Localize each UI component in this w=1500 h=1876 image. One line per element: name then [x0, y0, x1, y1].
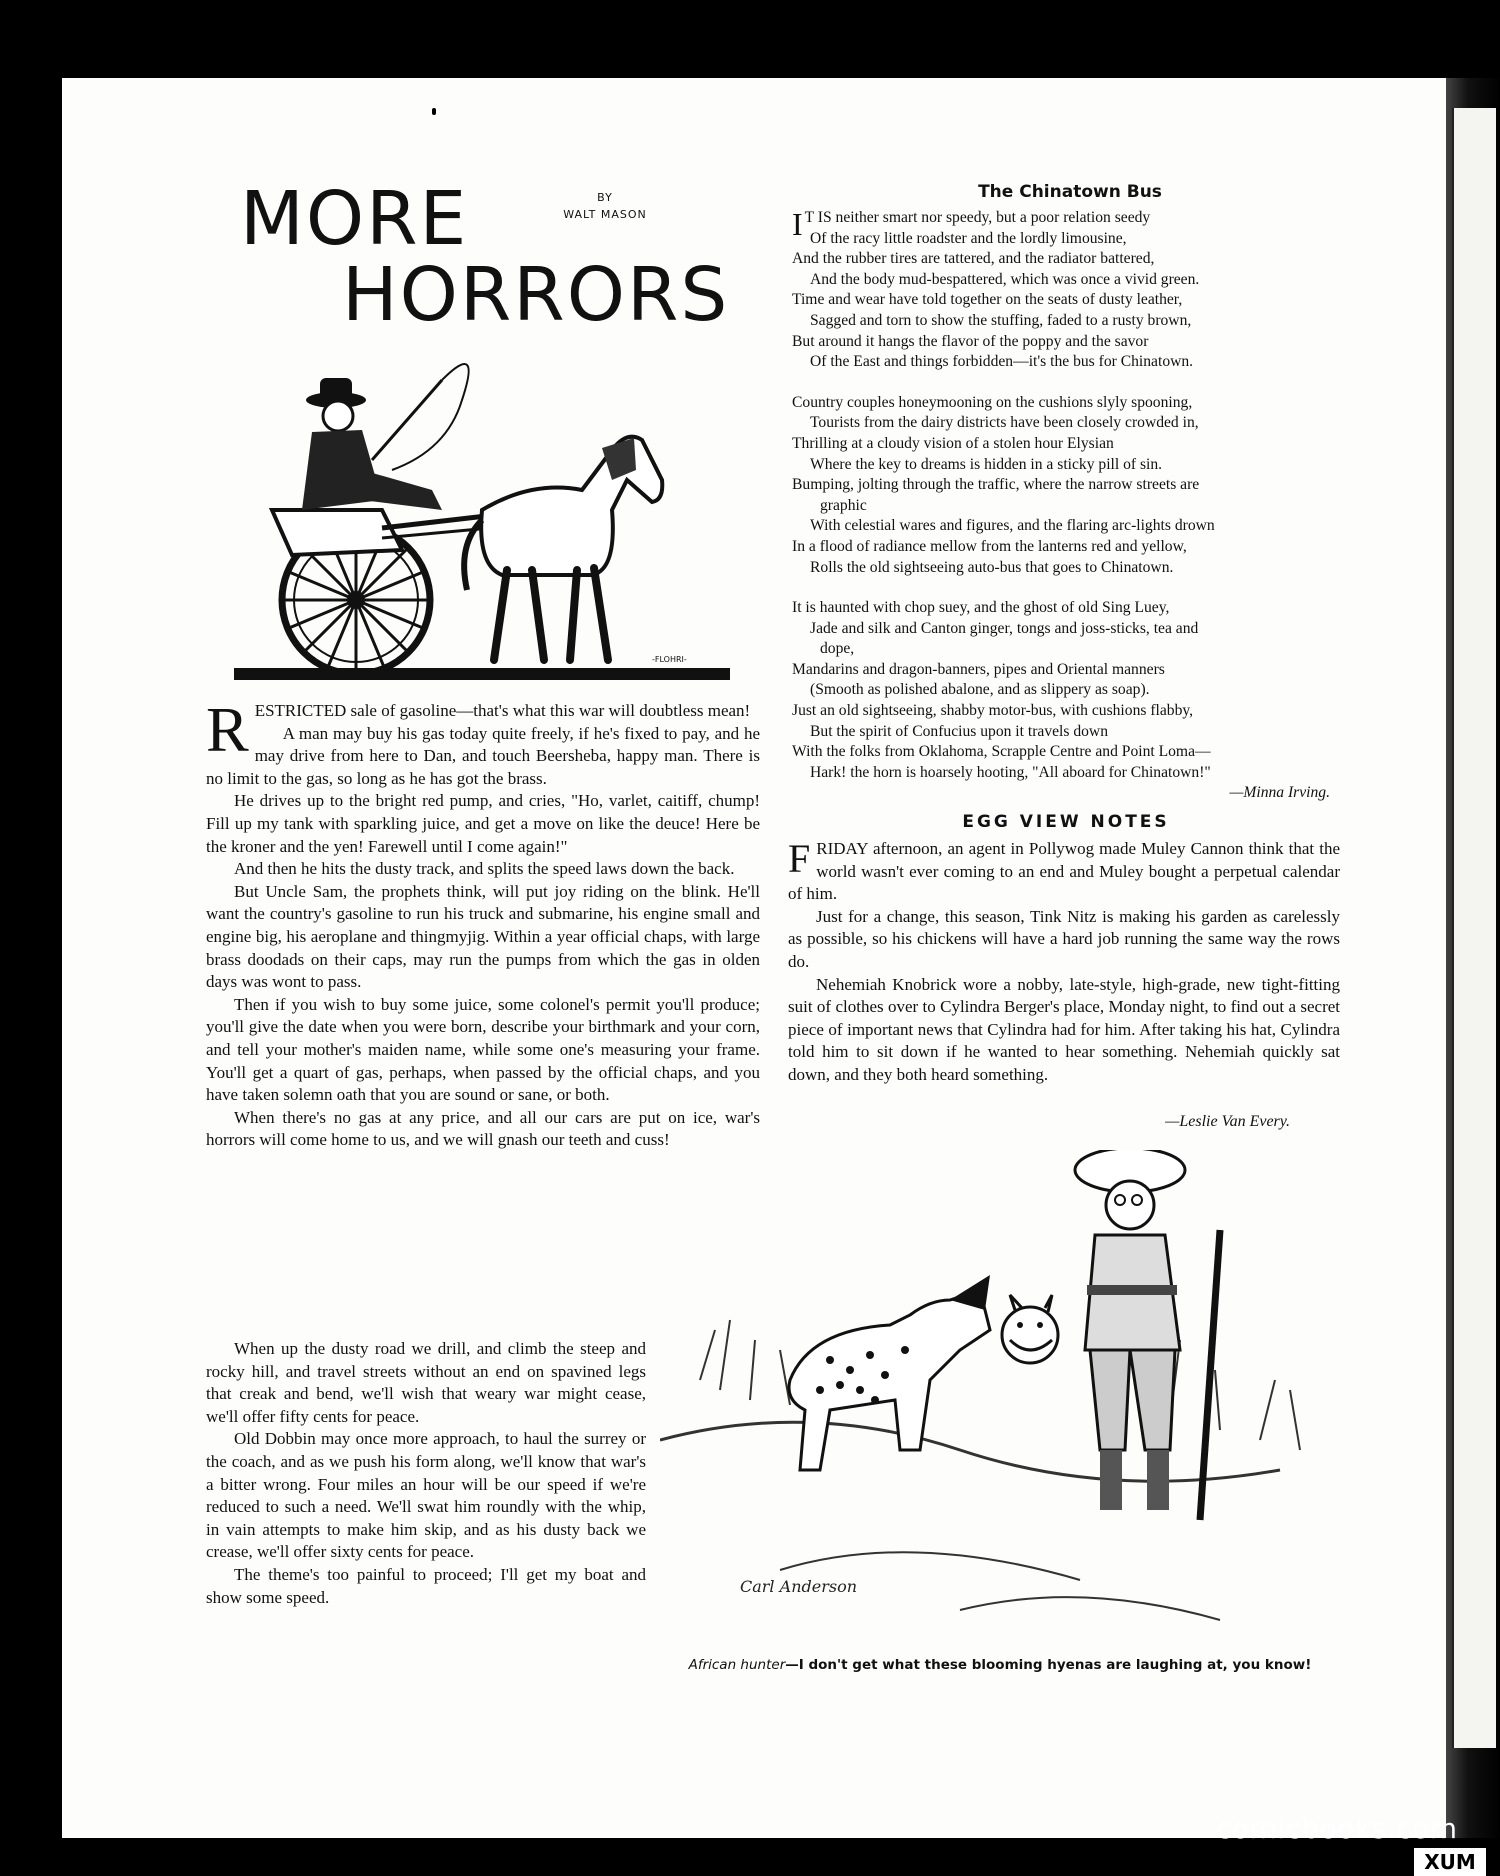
- egg-view-paragraph-2: Just for a change, this season, Tink Nitz is making his garden as carelessly as possible, so his chickens will have a hard job running the same way the rows do.: [788, 906, 1340, 971]
- egg-view-dropcap: F: [788, 836, 811, 881]
- hyena-laughing: [789, 1275, 990, 1470]
- title-line-1: MORE: [240, 176, 469, 262]
- caption-speaker: African hunter: [688, 1657, 786, 1673]
- article-column: [206, 694, 760, 1152]
- title-line-2: HORRORS: [342, 252, 730, 338]
- egg-view-paragraph-1: FRIDAY afternoon, an agent in Pollywog made Muley Cannon think that the world wasn't ever coming to an end and Muley bought a perpetual calendar of him.: [788, 836, 1340, 904]
- poem-signature: —Minna Irving.: [1229, 784, 1330, 802]
- page-binding-edge: [1446, 78, 1500, 1838]
- article-paragraph-9: Old Dobbin may once more approach, to haul the surrey or the coach, and as we push his form along, we'll know that war's a bitter wrong. Four miles an hour will be our speed if we're reduced to such a need. We'll swat him roundly with the whip, in vain attempts to make him skip, and as his dusty back we crease, we'll offer sixty cents for peace.: [206, 1429, 646, 1562]
- poem-line: And the body mud-bespattered, which was once a vivid green.: [810, 270, 1200, 288]
- driver-figure: [302, 364, 469, 510]
- poem-line: With the folks from Oklahoma, Scrapple Centre and Point Loma—: [792, 743, 1211, 761]
- article-paragraph-7: When there's no gas at any price, and all our cars are put on ice, war's horrors will come home to us, and we will gnash our teeth and cuss!: [206, 1107, 760, 1150]
- hunter-hyena-cartoon: [660, 1150, 1340, 1640]
- poem-line: And the rubber tires are tattered, and the radiator battered,: [792, 250, 1155, 268]
- poem-stanza-2: [792, 393, 1344, 578]
- poem-line: Of the racy little roadster and the lordly limousine,: [810, 229, 1127, 247]
- poem-line: Tourists from the dairy districts have been closely crowded in,: [810, 414, 1199, 432]
- article-paragraph-10: The theme's too painful to proceed; I'll get my boat and show some speed.: [206, 1564, 646, 1607]
- article-paragraph-3: He drives up to the bright red pump, and cries, "Ho, varlet, caitiff, chump! Fill up my tank with sparkling juice, and get a move on like the deuce! Here be the kroner and the yen! Farewell until I come again!": [206, 791, 760, 856]
- hunter-figure: [1075, 1150, 1220, 1520]
- poem-line: It is haunted with chop suey, and the ghost of old Sing Luey,: [792, 599, 1170, 617]
- poem-line: Time and wear have told together on the seats of dusty leather,: [792, 291, 1183, 309]
- article-paragraph-1: RESTRICTED sale of gasoline—that's what this war will doubtless mean!: [206, 694, 751, 765]
- byline: [540, 190, 670, 223]
- article-paragraph-8: When up the dusty road we drill, and climb the steep and rocky hill, and travel streets without an end on spavined legs that creak and bend, we'll wish that weary war might cease, we'll offer fifty cents for peace.: [206, 1339, 646, 1426]
- poem-line: With celestial wares and figures, and the flaring arc-lights drown: [810, 517, 1215, 535]
- poem-body: [792, 208, 1344, 804]
- egg-view-paragraph-3: Nehemiah Knobrick wore a nobby, late-style, high-grade, new tight-fitting suit of clothes over to Cylindra Berger's place, Monday night, to find out a secret piece of important news that Cylindra had for him. After taking his hat, Cylindra told him to sit down if he wanted to hear something. Nehemiah quickly sat down, and they both heard something.: [788, 974, 1340, 1084]
- article-paragraph-2: A man may buy his gas today quite freely, if he's fixed to pay, and he may drive from here to Dan, and touch Beersheba, happy man. There is no limit to the gas, so long as he has got the brass.: [206, 723, 760, 788]
- next-page-edge: [1452, 108, 1496, 1748]
- poem-line: In a flood of radiance mellow from the lanterns red and yellow,: [792, 537, 1187, 555]
- poem-line: Jade and silk and Canton ginger, tongs and joss-sticks, tea and: [810, 619, 1199, 637]
- poem-dropcap: I: [792, 206, 803, 242]
- poem-line: Mandarins and dragon-banners, pipes and Oriental manners: [792, 660, 1165, 678]
- poem-line: But the spirit of Confucius upon it travels down: [810, 722, 1108, 740]
- article-paragraph-5: But Uncle Sam, the prophets think, will put joy riding on the blink. He'll want the country's gasoline to run his truck and submarine, his engine small and engine big, his aeroplane and thingmyjig. Within a year official chaps, with large brass doodads on their caps, may run the pumps from which the gas in olden days was wont to pass.: [206, 881, 760, 992]
- poem-line: Sagged and torn to show the stuffing, faded to a rusty brown,: [810, 311, 1192, 329]
- watermark-tag: XUM: [1414, 1848, 1486, 1876]
- poem-line: Rolls the old sightseeing auto-bus that goes to Chinatown.: [810, 558, 1174, 576]
- poem-line: But around it hangs the flavor of the poppy and the savor: [792, 332, 1149, 350]
- article-paragraph-6: Then if you wish to buy some juice, some colonel's permit you'll produce; you'll give the date when you were born, describe your birthmark and your corn, and tell your mother's maiden name, while some one's measuring your frame. You'll get a quart of gas, perhaps, when passed by the official chaps, and you have taken solemn oath that you are sound or sane, or both.: [206, 994, 760, 1105]
- byline-by: BY: [597, 191, 613, 204]
- hyena-grinning: [1002, 1295, 1058, 1363]
- poem-stanza-3: [792, 598, 1344, 804]
- article-column-narrow: [206, 1338, 646, 1609]
- egg-view-signature: —Leslie Van Every.: [1165, 1113, 1290, 1130]
- byline-author: WALT MASON: [563, 207, 647, 221]
- print-speck: [432, 108, 436, 115]
- poem-line: Just an old sightseeing, shabby motor-bus, with cushions flabby,: [792, 702, 1194, 720]
- poem-stanza-1: [792, 208, 1344, 373]
- poem-line: Where the key to dreams is hidden in a sticky pill of sin.: [810, 455, 1163, 473]
- poem-title: The Chinatown Bus: [978, 182, 1162, 202]
- poem-line: graphic: [820, 496, 867, 514]
- poem-line: Bumping, jolting through the traffic, where the narrow streets are: [792, 476, 1200, 494]
- article-paragraph-4: And then he hits the dusty track, and splits the speed laws down the back.: [234, 859, 735, 879]
- caption-text: —I don't get what these blooming hyenas are laughing at, you know!: [785, 1657, 1312, 1673]
- poem-line: Of the East and things forbidden—it's the bus for Chinatown.: [810, 353, 1194, 371]
- egg-view-title: EGG VIEW NOTES: [962, 812, 1170, 832]
- cart-artist-signature: -FLOHRI-: [652, 655, 687, 664]
- cartoon-caption: [680, 1657, 1320, 1673]
- poem-line: Country couples honeymooning on the cushions slyly spooning,: [792, 393, 1193, 411]
- poem-line: (Smooth as polished abalone, and as slippery as soap).: [810, 681, 1150, 699]
- horse-cart-illustration: [232, 360, 732, 690]
- poem-line: dope,: [820, 640, 855, 658]
- cartoon-artist-signature: Carl Anderson: [740, 1577, 857, 1596]
- article-dropcap: R: [206, 694, 249, 765]
- poem-line: T IS neither smart nor speedy, but a poor relation seedy: [804, 209, 1151, 226]
- site-watermark: comicbooks.com: [1216, 1812, 1458, 1845]
- poem-line: Thrilling at a cloudy vision of a stolen hour Elysian: [792, 434, 1114, 452]
- poem-line: Hark! the horn is hoarsely hooting, "All aboard for Chinatown!": [810, 763, 1211, 781]
- egg-view-column: [788, 838, 1340, 1087]
- horse-figure: [464, 437, 662, 660]
